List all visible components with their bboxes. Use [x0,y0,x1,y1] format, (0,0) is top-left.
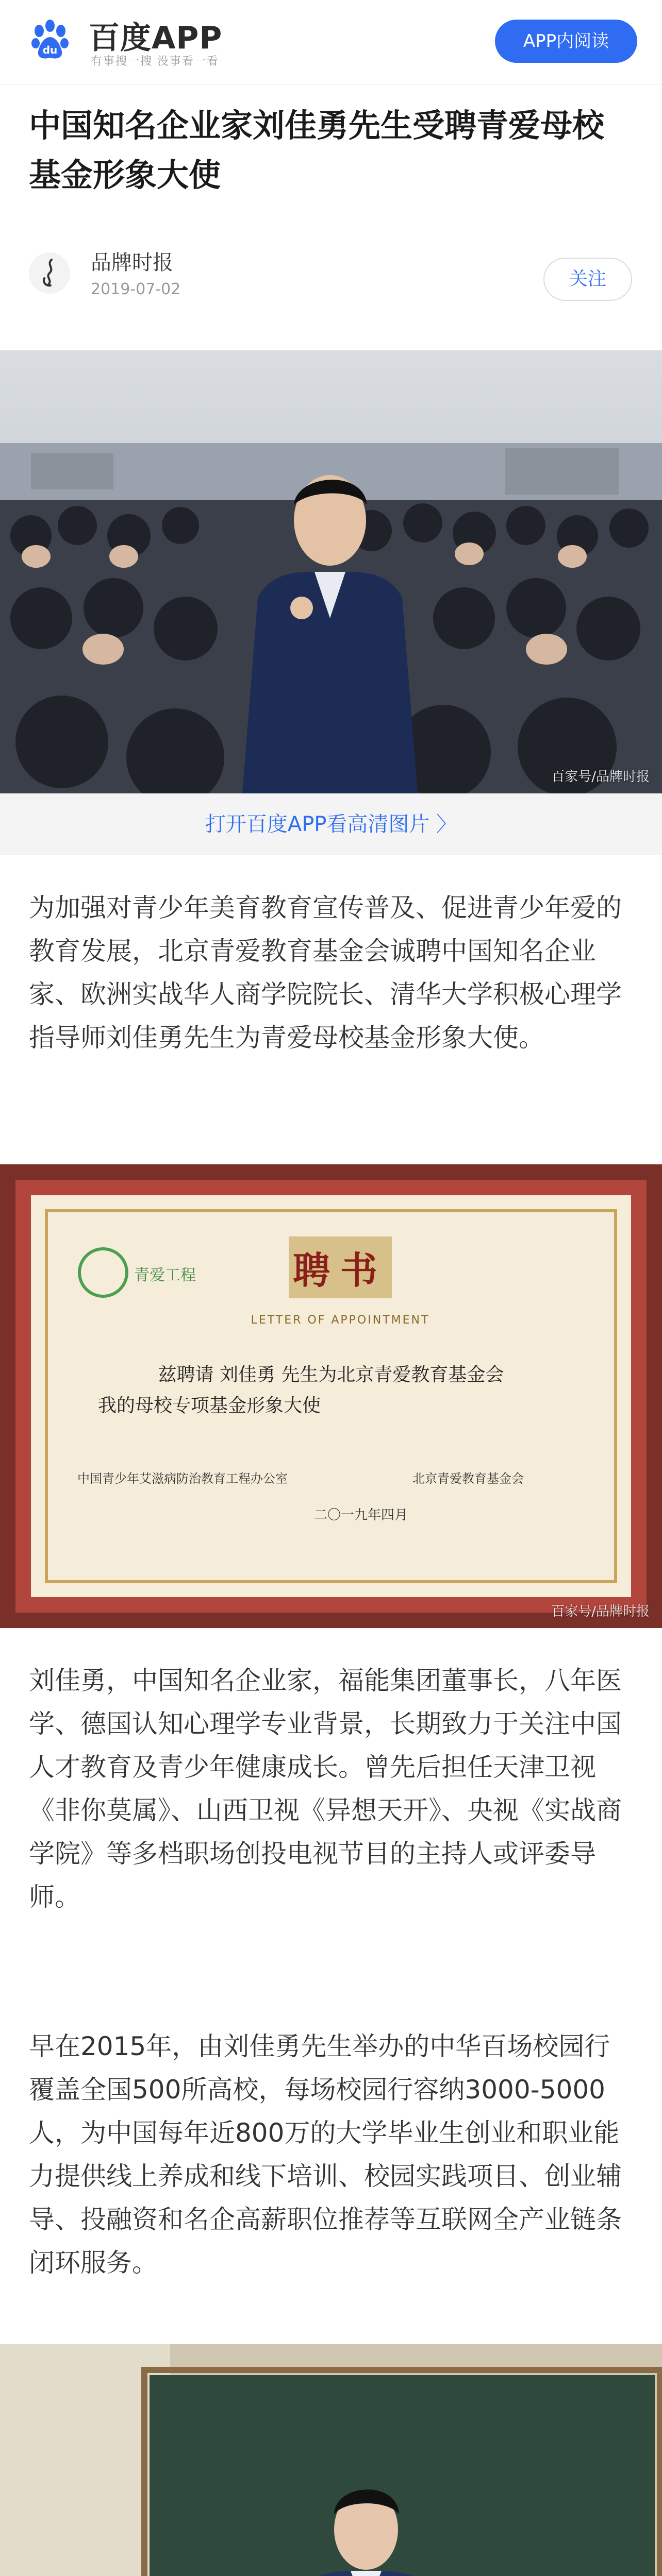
svg-text:du: du [42,44,58,56]
article-photo-certificate[interactable] [0,1164,662,1628]
app-slogan: 有事搜一搜 没事看一看 [91,55,219,68]
article-photo-classroom[interactable] [0,2344,662,2576]
photo-watermark: 百家号/品牌时报 [551,769,650,785]
article-paragraph-2: 刘佳勇，中国知名企业家，福能集团董事长，八年医学、德国认知心理学专业背景，长期致力于关注中国人才教育及青少年健康成长。曾先后担任天津卫视《非你莫属》、山西卫视《异想天开》、央视《实战商学院》等多档职场创投电视节目的主持人或评委导师。 [29,1666,622,1912]
app-brand: 百度APP [89,20,223,56]
article-title: 中国知名企业家刘佳勇先生受聘青爱母校基金形象大使 [29,107,605,194]
article-paragraph-1: 为加强对青少年美育教育宣传普及、促进青少年爱的教育发展，北京青爱教育基金会诚聘中国知名企业家、欧洲实战华人商学院院长、清华大学积极心理学指导师刘佳勇先生为青爱母校基金形象大使。 [29,893,622,1053]
certificate-issuer-right: 北京青爱教育基金会 [412,1471,524,1486]
publish-date: 2019-07-02 [91,280,181,298]
follow-button[interactable]: 关注 [543,258,632,301]
photo-watermark: 百家号/品牌时报 [551,1604,650,1619]
baidu-paw-icon [29,19,71,61]
photo-classroom-illustration [0,2344,662,2576]
certificate-logo-text: 青爱工程 [134,1266,196,1284]
certificate-date: 二〇一九年四月 [313,1507,408,1523]
article-photo-speaker-crowd[interactable] [0,350,662,793]
certificate-heading: 聘书 [292,1248,388,1292]
open-in-app-button[interactable]: APP内阅读 [495,20,637,63]
author-avatar-icon[interactable] [29,252,70,294]
certificate-issuer-left: 中国青少年艾滋病防治教育工程办公室 [77,1471,288,1486]
author-name[interactable]: 品牌时报 [91,251,173,275]
photo-crowd-illustration [0,350,662,793]
certificate-body-line-1: 兹聘请 刘佳勇 先生为北京青爱教育基金会 [158,1364,504,1385]
certificate-subheading: LETTER OF APPOINTMENT [251,1314,430,1327]
article-paragraph-3: 早在2015年，由刘佳勇先生举办的中华百场校园行覆盖全国500所高校，每场校园行容纳3000-5000人，为中国每年近800万的大学毕业生创业和职业能力提供线上养成和线下培训、校园实践项目、创业辅导、投融资和名企高薪职位推荐等互联网全产业链条闭环服务。 [29,2031,622,2278]
certificate-body-line-2: 我的母校专项基金形象大使 [98,1395,321,1416]
app-header [0,0,662,85]
open-hd-images-link[interactable]: 打开百度APP看高清图片 〉 [0,793,662,855]
